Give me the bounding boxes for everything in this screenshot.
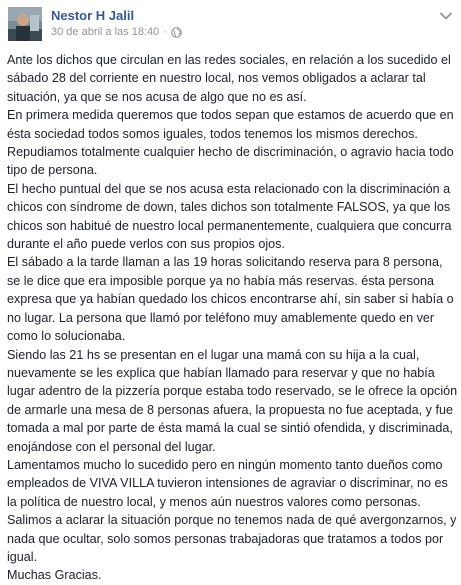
post-paragraph: Lamentamos mucho lo sucedido pero en ningún momento tanto dueños como empleados de VIVA VILLA tuvieron intensiones de agraviar o discriminar, no es la política de nuestro local, y menos aún nuestros valores como personas. (7, 457, 448, 509)
post-timestamp[interactable]: 30 de abril a las 18:40 (51, 26, 160, 38)
avatar[interactable] (8, 7, 42, 41)
post-paragraph: Muchas Gracias. (7, 568, 102, 583)
chevron-down-icon[interactable] (439, 11, 453, 21)
meta-separator: · (163, 26, 167, 38)
author-name-link[interactable]: Nestor H Jalil (51, 8, 135, 23)
globe-icon[interactable] (171, 27, 182, 38)
post-paragraph: Salimos a aclarar la situación porque no tenemos nada de qué avergonzarnos, y nada que ocultar, solo somos personas trabajadoras que tratamos a todos por igual. (7, 513, 457, 564)
post-paragraph: En primera medida queremos que todos sepan que estamos de acuerdo que en ésta sociedad todos somos iguales, todos tenemos los mismos derechos. Repudiamos totalmente cualquier hecho de discriminación, o agravio hacia todo tipo de persona. (7, 108, 454, 178)
post-paragraph: Siendo las 21 hs se presentan en el lugar una mamá con su hija a la cual, nuevamente se les explica que habían llamado para reservar y que no había lugar adentro de la pizzería porque estaba todo reservado, se le ofrece la opción de armarle una mesa de 8 personas afuera, la propuesta no fue aceptada, y fue tomada a mal por parte de ésta mamá la cual se sintió ofendida, y discriminada, enojándose con el personal del lugar. (7, 347, 458, 454)
post-header (8, 6, 182, 42)
post-paragraph: Ante los dichos que circulan en las redes sociales, en relación a los sucedido el sábado 28 del corriente en nuestro local, nos vemos obligados a aclarar tal situación, ya que se nos acusa de algo que no es así. (7, 53, 451, 104)
post-paragraph: El sábado a la tarde llaman a las 19 horas solicitando reserva para 8 persona, se le dice que era imposible porque ya no había más reservas. ésta persona expresa que ya habían quedado los chicos encontrarse ahí, sin saber si había o no lugar. La persona que llamó por teléfono muy amablemente quedo en ver como lo solucionaba. (7, 255, 454, 344)
post-paragraph: El hecho puntual del que se nos acusa esta relacionado con la discriminación a chicos con síndrome de down, tales dichos son totalmente FALSOS, ya que los chicos son habitué de nuestro local permanentemente, cualquiera que concurra durante el año puede verlos con sus propios ojos. (7, 181, 452, 252)
post-body (7, 51, 459, 585)
post-timestamp-row (51, 25, 182, 40)
post-meta (51, 8, 182, 40)
